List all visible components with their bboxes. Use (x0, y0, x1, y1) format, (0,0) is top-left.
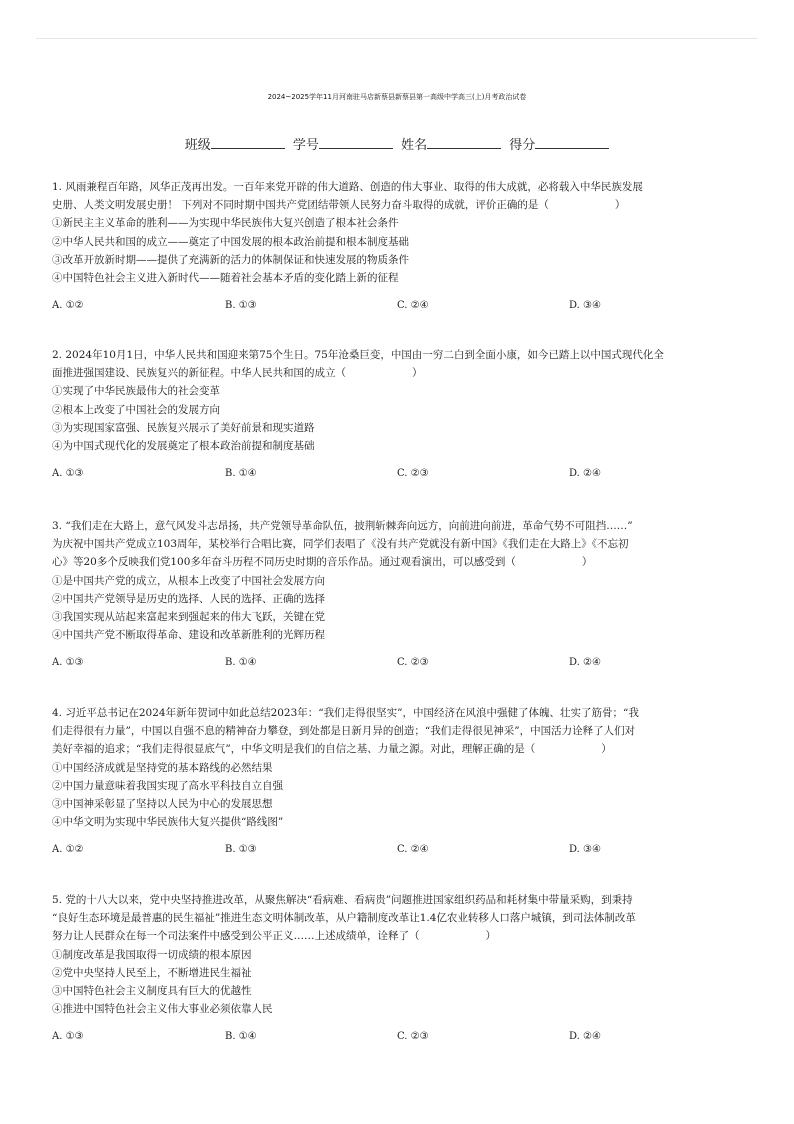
top-divider (36, 38, 758, 39)
question-stem-line: 5. 党的十八大以来，党中央坚持推进改革，从聚焦解决“看病难、看病贵”问题推进国家组织药品和耗材集中带量采购，到秉持 (52, 894, 633, 906)
question-stem-line: 心》等20多个反映我们党100多年奋斗历程不同历史时期的音乐作品。通过观看演出，可以感受到（ ） (52, 556, 593, 569)
number-blank[interactable] (319, 136, 393, 149)
statement: ②根本上改变了中国社会的发展方向 (52, 403, 220, 416)
exam-title: 2024~2025学年11月河南驻马店新蔡县新蔡县第一高级中学高三(上)月考政治试卷 (267, 93, 527, 101)
statement: ③改革开放新时期——提供了充满新的活力的体制保证和快速发展的物质条件 (52, 253, 409, 266)
statement: ④中华文明为实现中华民族伟大复兴提供“路线图” (52, 816, 284, 829)
question-4 (52, 704, 752, 859)
options-row (52, 1028, 752, 1046)
question-3 (52, 517, 752, 672)
option-d[interactable]: D. ②④ (569, 657, 601, 669)
question-stem-line: 为庆祝中国共产党成立103周年，某校举行合唱比赛，同学们表唱了《没有共产党就没有新中国》《我们走在大路上》《不忘初 (52, 538, 629, 551)
statement: ④推进中国特色社会主义伟大事业必须依靠人民 (52, 1003, 273, 1016)
option-a[interactable]: A. ①③ (52, 1031, 84, 1043)
question-stem-line: 努力让人民群众在每一个司法案件中感受到公平正义……上述成绩单，诠释了（ ） (52, 930, 496, 943)
option-a[interactable]: A. ①③ (52, 468, 84, 480)
option-d[interactable]: D. ②④ (569, 1031, 601, 1043)
option-c[interactable]: C. ②③ (397, 1031, 429, 1043)
statement: ②中国力量意味着我国实现了高水平科技自立自强 (52, 779, 283, 792)
statement: ③中国特色社会主义制度具有巨大的优越性 (52, 985, 252, 998)
question-stem-line: 4. 习近平总书记在2024年新年贺词中如此总结2023年：“我们走得很坚实”，中国经济在风浪中强健了体魄、壮实了筋骨；“我 (52, 707, 639, 719)
option-b[interactable]: B. ①④ (225, 468, 257, 480)
question-5 (52, 891, 752, 1046)
score-blank[interactable] (535, 136, 609, 149)
question-stem-line: 面推进强国建设、民族复兴的新征程。中华人民共和国的成立（ ） (52, 367, 423, 380)
option-c[interactable]: C. ②④ (397, 844, 429, 856)
number-label: 学号 (292, 138, 319, 153)
statement: ③中国神采彰显了坚持以人民为中心的发展思想 (52, 798, 273, 811)
statement: ④为中国式现代化的发展奠定了根本政治前提和制度基础 (52, 440, 315, 453)
options-row (52, 654, 752, 672)
statement: ①中国经济成就是坚持党的基本路线的必然结果 (52, 761, 273, 774)
statement: ②中国共产党领导是历史的选择、人民的选择、正确的选择 (52, 592, 325, 605)
question-stem-line: 们走得很有力量”，中国以自强不息的精神奋力攀登，到处都是日新月异的创造；“我们走得很见神采”，中国活力诠释了人们对 (52, 725, 636, 738)
statement: ①制度改革是我国取得一切成绩的根本原因 (52, 948, 252, 961)
question-stem-line: 美好幸福的追求；“我们走得很显底气”，中华文明是我们的自信之基、力量之源。对此，理解正确的是（ ） (52, 743, 612, 756)
statement: ①是中国共产党的成立，从根本上改变了中国社会发展方向 (52, 574, 325, 587)
option-b[interactable]: B. ①③ (225, 300, 257, 312)
option-b[interactable]: B. ①④ (225, 657, 257, 669)
class-blank[interactable] (211, 136, 285, 149)
option-c[interactable]: C. ②③ (397, 468, 429, 480)
options-row (52, 841, 752, 859)
statement: ①新民主主义革命的胜利——为实现中华民族伟大复兴创造了根本社会条件 (52, 217, 399, 230)
question-stem-line: 3. “我们走在大路上，意气风发斗志昂扬，共产党领导革命队伍，披荆斩棘奔向远方，向前进向前进，革命气势不可阻挡……” (52, 520, 633, 532)
question-stem-line: 史册、人类文明发展史册！ 下列对不同时期中国共产党团结带领人民努力奋斗取得的成就，评价正确的是（ ） (52, 199, 626, 212)
option-d[interactable]: D. ②④ (569, 468, 601, 480)
statement: ①实现了中华民族最伟大的社会变革 (52, 385, 220, 398)
name-blank[interactable] (427, 136, 501, 149)
question-stem-line: “良好生态环境是最普惠的民生福祉”推进生态文明体制改革，从户籍制度改革让1.4亿农业转移人口落户城镇，到司法体制改革 (52, 912, 636, 925)
option-a[interactable]: A. ①② (52, 844, 84, 856)
options-row (52, 465, 752, 483)
question-2 (52, 346, 752, 483)
name-label: 姓名 (401, 138, 428, 153)
question-stem-line: 2. 2024年10月1日，中华人民共和国迎来第75个生日。75年沧桑巨变，中国由一穷二白到全面小康，如今已踏上以中国式现代化全 (52, 349, 664, 361)
student-info-line (0, 134, 794, 153)
option-a[interactable]: A. ①② (52, 300, 84, 312)
statement: ③我国实现从站起来富起来到强起来的伟大飞跃，关键在党 (52, 611, 325, 624)
option-b[interactable]: B. ①④ (225, 1031, 257, 1043)
statement: ④中国共产党不断取得革命、建设和改革新胜利的光辉历程 (52, 629, 325, 642)
option-a[interactable]: A. ①③ (52, 657, 84, 669)
option-d[interactable]: D. ③④ (569, 844, 601, 856)
option-b[interactable]: B. ①③ (225, 844, 257, 856)
score-label: 得分 (509, 138, 536, 153)
option-c[interactable]: C. ②③ (397, 657, 429, 669)
class-label: 班级 (184, 138, 211, 153)
option-d[interactable]: D. ③④ (569, 300, 601, 312)
statement: ②党中央坚持人民至上，不断增进民生福祉 (52, 966, 252, 979)
options-row (52, 297, 752, 315)
statement: ③为实现国家富强、民族复兴展示了美好前景和现实道路 (52, 421, 315, 434)
statement: ②中华人民共和国的成立——奠定了中国发展的根本政治前提和根本制度基础 (52, 235, 409, 248)
option-c[interactable]: C. ②④ (397, 300, 429, 312)
statement: ④中国特色社会主义进入新时代——随着社会基本矛盾的变化踏上新的征程 (52, 272, 399, 285)
question-1 (52, 178, 752, 315)
question-stem-line: 1. 风雨兼程百年路，风华正茂再出发。一百年来党开辟的伟大道路、创造的伟大事业、取得的伟大成就，必将载入中华民族发展 (52, 181, 643, 193)
